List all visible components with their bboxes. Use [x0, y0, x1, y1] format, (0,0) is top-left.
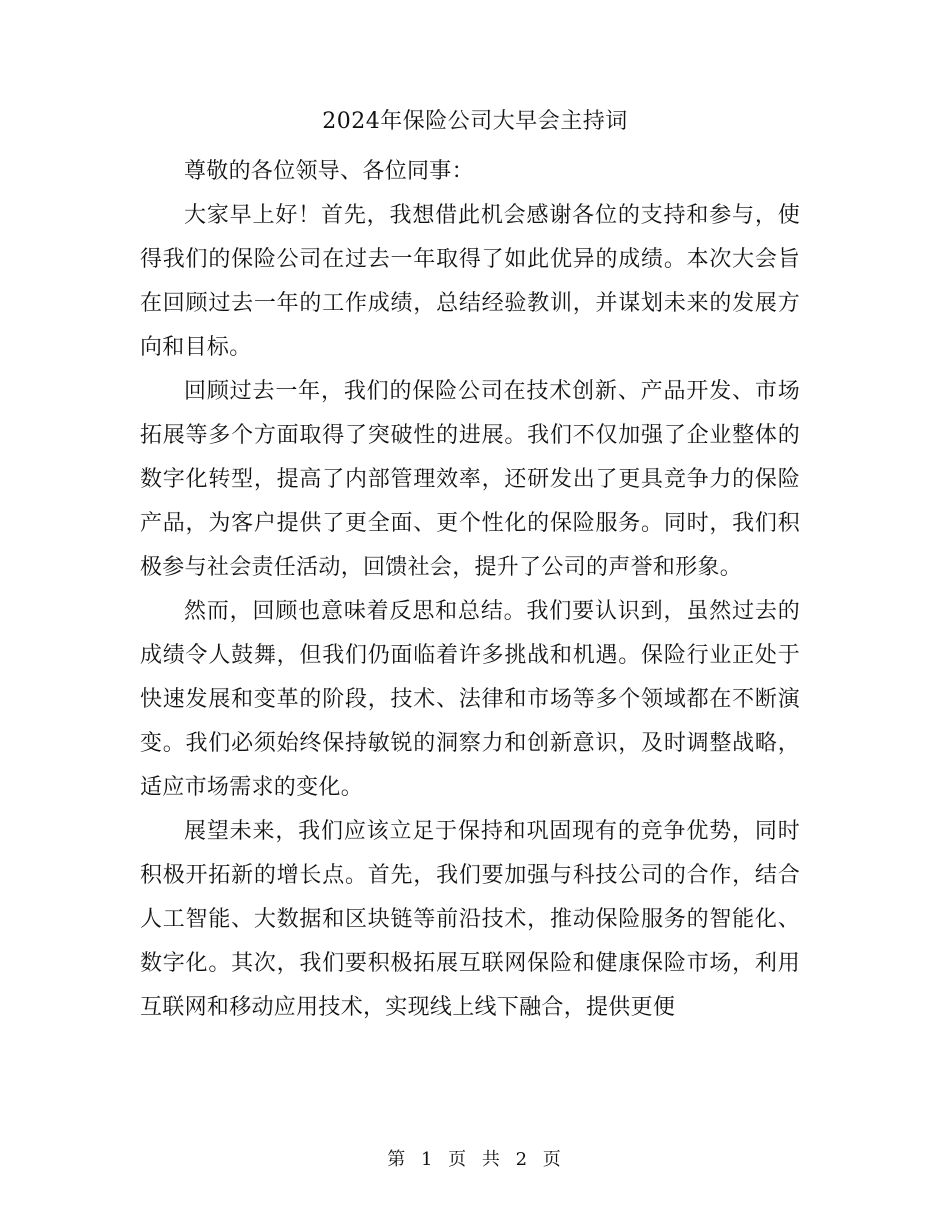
- salutation: 尊敬的各位领导、各位同事：: [184, 159, 474, 184]
- paragraph-2: 回顾过去一年，我们的保险公司在技术创新、产品开发、市场拓展等多个方面取得了突破性的进展。我们不仅加强了企业整体的数字化转型，提高了内部管理效率，还研发出了更具竞争力的保险产品，为客户提供了更全面、更个性化的保险服务。同时，我们积极参与社会责任活动，回馈社会，提升了公司的声誉和形象。: [140, 379, 800, 580]
- paragraph-4: 展望未来，我们应该立足于保持和巩固现有的竞争优势，同时积极开拓新的增长点。首先，我们要加强与科技公司的合作，结合人工智能、大数据和区块链等前沿技术，推动保险服务的智能化、数字化。其次，我们要积极拓展互联网保险和健康保险市场，利用互联网和移动应用技术，实现线上线下融合，提供更便: [140, 819, 800, 1020]
- page-number-footer: 第 1 页 共 2 页: [387, 1149, 563, 1170]
- document-title: 2024年保险公司大早会主持词: [322, 109, 628, 134]
- paragraph-1: 大家早上好！首先，我想借此机会感谢各位的支持和参与，使得我们的保险公司在过去一年取得了如此优异的成绩。本次大会旨在回顾过去一年的工作成绩，总结经验教训，并谋划未来的发展方向和目标。: [140, 203, 800, 360]
- paragraph-3: 然而，回顾也意味着反思和总结。我们要认识到，虽然过去的成绩令人鼓舞，但我们仍面临着许多挑战和机遇。保险行业正处于快速发展和变革的阶段，技术、法律和市场等多个领域都在不断演变。我们必须始终保持敏锐的洞察力和创新意识，及时调整战略，适应市场需求的变化。: [140, 599, 800, 800]
- document-body: [140, 150, 800, 1030]
